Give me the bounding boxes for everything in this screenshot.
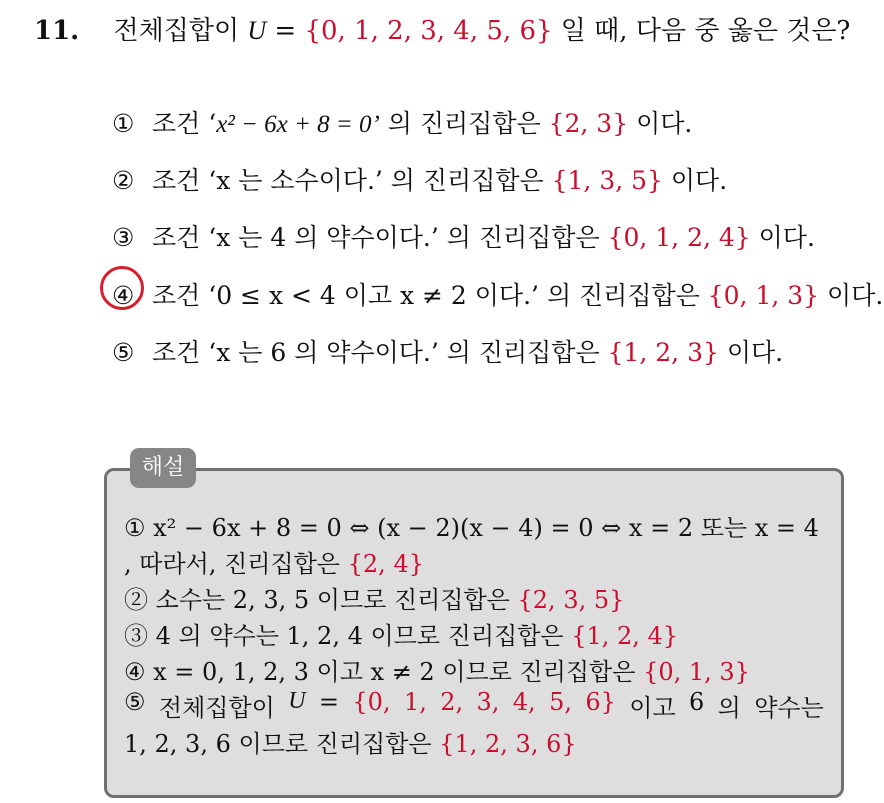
solution-text: ③ 4 의 약수는 1, 2, 4 이므로 진리집합은 bbox=[124, 622, 564, 650]
question-text-before: 전체집합이 bbox=[113, 16, 240, 46]
solution-line-1: ① x² − 6x + 8 = 0 ⇔ (x − 2)(x − 4) = 0 ⇔ x = 2 또는 x = 4 bbox=[124, 514, 819, 542]
solution-set: {1, 2, 4} bbox=[571, 622, 679, 650]
choice-prefix: 조건 ‘ bbox=[152, 109, 217, 138]
solution-line-3 bbox=[124, 616, 678, 651]
question bbox=[34, 10, 850, 47]
choice-middle: 의 진리집합은 bbox=[387, 109, 541, 138]
choice-suffix: 이다. bbox=[670, 166, 728, 195]
solution-word: = bbox=[318, 688, 340, 716]
choice-prefix: 조건 ‘ bbox=[152, 166, 217, 195]
solution-text: 1, 2, 3, 6 이므로 진리집합은 bbox=[124, 730, 432, 758]
solution-set: {2, 4} bbox=[347, 550, 424, 578]
solution-word: 6 bbox=[689, 688, 705, 716]
solution-word: 전체집합이 bbox=[158, 694, 275, 722]
answer-circle-mark bbox=[100, 266, 144, 310]
choice-2[interactable] bbox=[112, 161, 727, 197]
solution-text: ④ x = 0, 1, 2, 3 이고 x ≠ 2 이므로 진리집합은 bbox=[124, 658, 636, 686]
solution-set: {0, 1, 3} bbox=[643, 658, 750, 686]
choice-prefix: 조건 ‘ bbox=[152, 281, 217, 310]
choice-condition: x 는 소수이다.’ bbox=[216, 166, 383, 195]
choice-middle: 의 진리집합은 bbox=[546, 281, 700, 310]
solution-word: 5, bbox=[549, 688, 572, 716]
choice-middle: 의 진리집합은 bbox=[446, 223, 600, 252]
solution-text: , 따라서, 진리집합은 bbox=[124, 550, 340, 578]
choice-set: {0, 1, 2, 4} bbox=[607, 223, 751, 252]
solution-label: 해설 bbox=[130, 448, 196, 488]
choice-1[interactable] bbox=[112, 104, 692, 140]
choice-middle: 의 진리집합은 bbox=[446, 338, 600, 367]
solution-line-5b bbox=[124, 724, 577, 759]
choice-set: {0, 1, 3} bbox=[707, 281, 820, 310]
question-number: 11. bbox=[34, 16, 80, 46]
choice-condition: x 는 4 의 약수이다.’ bbox=[216, 223, 439, 252]
choice-set: {1, 3, 5} bbox=[551, 166, 663, 195]
choice-suffix: 이다. bbox=[636, 109, 693, 138]
choice-suffix: 이다. bbox=[827, 281, 884, 310]
solution-line-1b bbox=[124, 544, 424, 579]
solution-line-4 bbox=[124, 652, 750, 687]
universal-set: {0, 1, 2, 3, 4, 5, 6} bbox=[304, 16, 553, 46]
solution-word: 4, bbox=[512, 688, 536, 716]
solution-text: ② 소수는 2, 3, 5 이므로 진리집합은 bbox=[124, 586, 510, 614]
solution-line-2 bbox=[124, 580, 624, 615]
choice-prefix: 조건 ‘ bbox=[152, 338, 217, 367]
solution-word: 약수는 bbox=[754, 694, 824, 722]
solution-word: ⑤ bbox=[124, 688, 146, 716]
choice-prefix: 조건 ‘ bbox=[152, 223, 217, 252]
solution-line-5 bbox=[124, 688, 824, 723]
choice-number: ① bbox=[112, 109, 135, 138]
choice-number: ⑤ bbox=[112, 338, 135, 367]
choice-number: ④ bbox=[112, 281, 135, 310]
choice-set: {2, 3} bbox=[548, 109, 629, 138]
choice-5[interactable] bbox=[112, 333, 783, 369]
choice-suffix: 이다. bbox=[758, 223, 815, 252]
solution-set: {2, 3, 5} bbox=[517, 586, 625, 614]
choice-condition: x 는 6 의 약수이다.’ bbox=[216, 338, 439, 367]
universal-set-var: U bbox=[247, 16, 267, 45]
solution-word: U bbox=[288, 688, 306, 714]
solution-word: 2, bbox=[440, 688, 464, 716]
choice-number: ③ bbox=[112, 223, 135, 252]
equals-sign: = bbox=[274, 16, 297, 46]
choice-condition: 0 ≤ x < 4 이고 x ≠ 2 이다.’ bbox=[216, 281, 539, 310]
solution-word: 3, bbox=[476, 688, 500, 716]
solution-word: {0, bbox=[352, 688, 391, 716]
choice-3[interactable] bbox=[112, 218, 815, 254]
solution-set: {1, 2, 3, 6} bbox=[439, 730, 577, 758]
choice-suffix: 이다. bbox=[726, 338, 784, 367]
choice-set: {1, 2, 3} bbox=[607, 338, 719, 367]
question-text-after: 일 때, 다음 중 옳은 것은? bbox=[560, 16, 851, 46]
choice-4[interactable] bbox=[112, 276, 883, 312]
choice-middle: 의 진리집합은 bbox=[390, 166, 544, 195]
choice-number: ② bbox=[112, 166, 135, 195]
solution-word: 6} bbox=[585, 688, 616, 716]
solution-word: 1, bbox=[403, 688, 427, 716]
solution-word: 의 bbox=[717, 694, 741, 722]
solution-word: 이고 bbox=[629, 694, 676, 722]
choice-condition: x² − 6x + 8 = 0’ bbox=[216, 111, 380, 138]
